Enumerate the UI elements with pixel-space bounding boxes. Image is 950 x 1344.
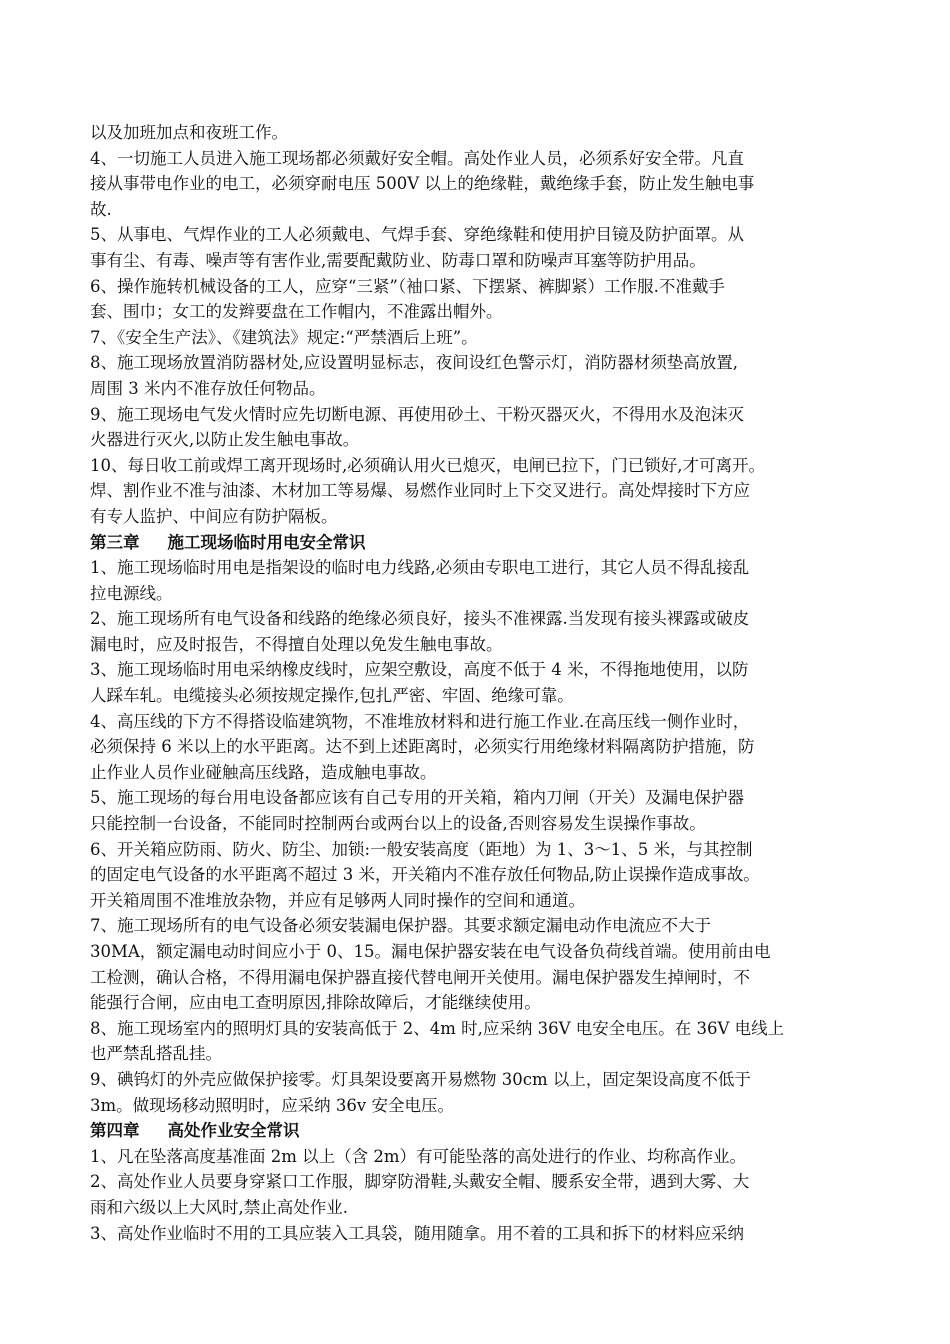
- chapter-title: 施工现场临时用电安全常识: [167, 532, 366, 552]
- text-line: 的固定电气设备的水平距离不超过 3 米，开关箱内不准存放任何物品,防止误操作造成事故。: [90, 865, 760, 885]
- text-line: 以及加班加点和夜班工作。: [90, 123, 288, 142]
- text-line: 火器进行灭火,以防止发生触电事故。: [90, 430, 360, 450]
- chapter-heading: [90, 530, 865, 556]
- text-line: 10、每日收工前或焊工离开现场时,必须确认用火已熄灭，电闸已拉下，门已锁好,才可离开。: [90, 455, 765, 475]
- text-line: 止作业人员作业碰触高压线路，造成触电事故。: [90, 762, 437, 782]
- text-line: 也严禁乱搭乱挂。: [90, 1044, 222, 1064]
- text-line: 3、高处作业临时不用的工具应装入工具袋，随用随拿。用不着的工具和拆下的材料应采纳: [90, 1223, 744, 1243]
- chapter-number: 第四章: [90, 1121, 140, 1141]
- text-line: 3m。做现场移动照明时，应采纳 36v 安全电压。: [90, 1095, 454, 1115]
- text-line: 4、高压线的下方不得搭设临建筑物，不准堆放材料和进行施工作业.在高压线一侧作业时，: [90, 711, 750, 731]
- document-page: [90, 120, 865, 1246]
- text-line: 必须保持 6 米以上的水平距离。达不到上述距离时，必须实行用绝缘材料隔离防护措施，防: [90, 737, 755, 757]
- text-line: 漏电时，应及时报告，不得擅自处理以免发生触电事故。: [90, 634, 503, 654]
- text-line: 事有尘、有毒、噪声等有害作业,需要配戴防业、防毒口罩和防噪声耳塞等防护用品。: [90, 250, 706, 270]
- chapter-title: 高处作业安全常识: [167, 1121, 300, 1141]
- text-line: 能强行合闸，应由电工查明原因,排除故障后，才能继续使用。: [90, 993, 541, 1013]
- text-line: 只能控制一台设备，不能同时控制两台或两台以上的设备,否则容易发生误操作事故。: [90, 814, 706, 834]
- text-line: 6、开关箱应防雨、防火、防尘、加锁:一般安装高度（距地）为 1、3～1、5 米，与其控制: [90, 839, 753, 859]
- text-line: 8、施工现场室内的照明灯具的安装高低于 2、4m 时,应采纳 36V 电安全电压。在 36V 电线上: [90, 1018, 785, 1038]
- text-line: 人踩车轧。电缆接头必须按规定操作,包扎严密、牢固、绝缘可靠。: [90, 686, 574, 706]
- chapter-number: 第三章: [90, 532, 140, 552]
- text-line: 工检测，确认合格，不得用漏电保护器直接代替电闸开关使用。漏电保护器发生掉闸时，不: [90, 967, 750, 987]
- text-line: 1、施工现场临时用电是指架设的临时电力线路,必须由专职电工进行，其它人员不得乱接乱: [90, 558, 750, 578]
- text-line: 接从事带电作业的电工，必须穿耐电压 500V 以上的绝缘鞋，戴绝缘手套，防止发生触电事: [90, 174, 755, 194]
- text-line: 4、一切施工人员进入施工现场都必须戴好安全帽。高处作业人员，必须系好安全带。凡直: [90, 148, 744, 168]
- text-line: 5、从事电、气焊作业的工人必须戴电、气焊手套、穿绝缘鞋和使用护目镜及防护面罩。从: [90, 225, 744, 245]
- text-line: 9、施工现场电气发火情时应先切断电源、再使用砂土、干粉灭器灭火，不得用水及泡沫灭: [90, 404, 744, 424]
- text-line: 3、施工现场临时用电采纳橡皮线时，应架空敷设，高度不低于 4 米，不得拖地使用，以防: [90, 660, 749, 680]
- text-line: 拉电源线。: [90, 583, 173, 603]
- text-line: 30MA，额定漏电动时间应小于 0、15。漏电保护器安装在电气设备负荷线首端。使用前由电: [90, 942, 771, 961]
- text-line: 5、施工现场的每台用电设备都应该有自己专用的开关箱，箱内刀闸（开关）及漏电保护器: [90, 788, 744, 808]
- text-line: 2、施工现场所有电气设备和线路的绝缘必须良好，接头不准裸露.当发现有接头裸露或破皮: [90, 609, 750, 629]
- text-line: 8、施工现场放置消防器材处,应设置明显标志，夜间设红色警示灯，消防器材须垫高放置,: [90, 353, 738, 373]
- text-line: 9、碘钨灯的外壳应做保护接零。灯具架设要离开易燃物 30cm 以上，固定架设高度不低于: [90, 1069, 751, 1089]
- text-line: 1、凡在坠落高度基准面 2m 以上（含 2m）有可能坠落的高处进行的作业、均称高作业。: [90, 1146, 747, 1166]
- text-line: 焊、割作业不准与油漆、木材加工等易爆、易燃作业同时上下交叉进行。高处焊接时下方应: [90, 481, 750, 501]
- text-line: 开关箱周围不准堆放杂物，并应有足够两人同时操作的空间和通道。: [90, 890, 585, 910]
- chapter-heading: [90, 1118, 865, 1144]
- text-line: 7、《安全生产法》、《建筑法》规定:“严禁酒后上班”。: [90, 327, 478, 347]
- text-line: 有专人监护、中间应有防护隔板。: [90, 506, 338, 526]
- text-line: 7、施工现场所有的电气设备必须安装漏电保护器。其要求额定漏电动作电流应不大于: [90, 916, 711, 936]
- text-line: 雨和六级以上大风时,禁止高处作业.: [90, 1197, 348, 1217]
- text-line: 6、操作施转机械设备的工人，应穿“三紧”（袖口紧、下摆紧、裤脚紧）工作服.不准戴手: [90, 276, 725, 296]
- text-line: 周围 3 米内不准存放任何物品。: [90, 378, 326, 398]
- text-line: 套、围巾；女工的发辫要盘在工作帽内，不准露出帽外。: [90, 302, 503, 322]
- text-line: 故.: [90, 199, 112, 219]
- text-line: 2、高处作业人员要身穿紧口工作服，脚穿防滑鞋,头戴安全帽、腰系安全带，遇到大雾、大: [90, 1172, 750, 1192]
